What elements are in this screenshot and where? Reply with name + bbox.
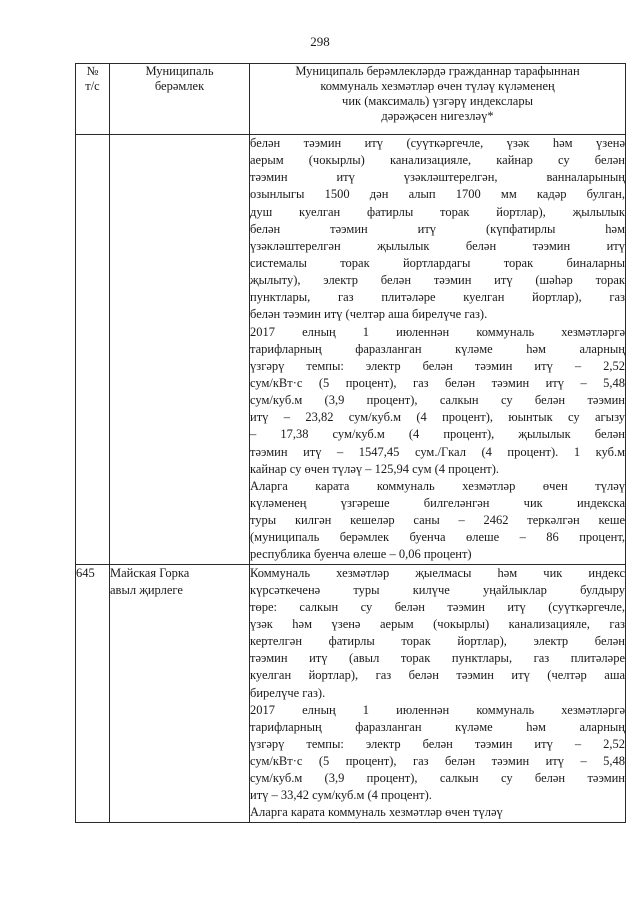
text-line: үзгәрү темпы: электр белән тәэмин итү – 2,52 (250, 736, 625, 751)
row-municipality (110, 564, 250, 822)
row-municipality (110, 135, 250, 565)
text-line: кертелгән фатирлы торак йортлар), электр белән (250, 634, 625, 649)
header-justification-line: дәрәҗәсен нигезләү* (381, 109, 494, 123)
text-line: үзәк һәм үзенә аерым (чокырлы) канализацияле, газ (250, 616, 625, 631)
text-line: системалы торак йортлардагы торак биналарны (250, 255, 625, 270)
text-line: (муниципаль берәмлек буенча өлеше – 86 процент, (250, 530, 625, 545)
text-line: үзәкләштерелгән җылылык белән тәэмин итү (250, 238, 625, 253)
header-justification-line: коммуналь хезмәтләр өчен түләү күләменең (320, 79, 555, 93)
header-number-line: т/с (85, 79, 100, 93)
text-line: республика буенча өлеше – 0,06 процент) (250, 547, 472, 562)
page-number: 298 (310, 34, 330, 49)
justification-paragraph (250, 804, 625, 821)
text-line: күрсәткеченә туры килүче уңайлыклар булдыру (250, 582, 625, 597)
text-line: белән тәэмин итү (челтәр аша бирелүче газ). (250, 307, 488, 322)
text-line: сум/куб.м (3,9 процент), салкын су белән тәэмин (250, 771, 625, 786)
text-line: тәэмин итү (авыл торак пунктлары, газ плитәләре (250, 651, 625, 666)
table-header-row (76, 64, 626, 135)
text-line: Коммуналь хезмәтләр җыелмасы һәм чик индекс (250, 565, 625, 580)
text-line: итү – 23,82 сум/куб.м (4 процент), юынтык су агызу (250, 410, 625, 425)
table-row (76, 135, 626, 565)
header-number (76, 64, 110, 135)
text-line: үзгәрү темпы: электр белән тәэмин итү – 2,52 (250, 358, 625, 373)
text-line: җылыту), электр белән тәэмин итү (шәһәр торак (250, 273, 625, 288)
text-line: төре: салкын су белән тәэмин итү (суүткәргечле, (250, 599, 625, 614)
utility-index-table (75, 63, 626, 823)
text-line: Аларга карата коммуналь хезмәтләр өчен түләү (250, 805, 503, 820)
text-line: белән тәэмин итү (күпфатирлы һәм (250, 221, 625, 236)
text-line: бирелүче газ). (250, 685, 326, 700)
header-municipality-line: Муниципаль (145, 64, 214, 78)
table-body (76, 135, 626, 823)
text-line: туры килгән кешеләр саны – 2462 теркәлгән кеше (250, 513, 625, 528)
text-line: белән тәэмин итү (суүткәргечле, үзәк һәм үзенә (250, 136, 625, 150)
justification-paragraph (250, 478, 625, 564)
text-line: Аларга карата коммуналь хезмәтләр өчен түләү (250, 478, 625, 493)
justification-paragraph (250, 135, 625, 324)
row-justification (250, 564, 626, 822)
municipality-line: Майская Горка (110, 565, 190, 580)
text-line: куелган йортлар), газ белән тәэмин итү (челтәр аша (250, 668, 625, 683)
text-line: 2017 елның 1 июленнән коммуналь хезмәтләргә (250, 702, 625, 717)
text-line: – 17,38 сум/куб.м (4 процент), җылылык белән (250, 427, 625, 442)
justification-paragraph (250, 565, 625, 702)
text-line: сум/куб.м (3,9 процент), салкын су белән тәэмин (250, 393, 625, 408)
header-justification-line: Муниципаль берәмлекләрдә гражданнар тарафыннан (295, 64, 580, 78)
text-line: тарифларның фаразланган күләме һәм аларның (250, 719, 625, 734)
text-line: аерым (чокырлы) канализацияле, кайнар су белән (250, 153, 625, 168)
justification-paragraph (250, 324, 625, 478)
text-line: күләменең үзгәреше билгеләнгән чик индекска (250, 495, 625, 510)
text-line: тәэмин итү үзәкләштерелгән, ванналарының (250, 170, 625, 185)
header-municipality (110, 64, 250, 135)
text-line: пунктлары, газ плитәләре куелган йортлар), газ (250, 290, 625, 305)
text-line: сум/кВт·с (5 процент), газ белән тәэмин итү – 5,48 (250, 754, 625, 769)
text-line: кайнар су өчен түләү – 125,94 сум (4 процент). (250, 461, 500, 476)
text-line: тәэмин итү – 1547,45 сум./Гкал (4 процент). 1 куб.м (250, 444, 625, 459)
text-line: итү – 33,42 сум/куб.м (4 процент). (250, 788, 432, 803)
header-justification (250, 64, 626, 135)
table-row (76, 564, 626, 822)
row-justification (250, 135, 626, 565)
header-municipality-line: берәмлек (154, 79, 205, 93)
header-justification-line: чик (максималь) үзгәрү индекслары (342, 94, 533, 108)
text-line: озынлыгы 1500 дән алып 1700 мм кадәр булган, (250, 187, 625, 202)
row-number (76, 135, 110, 565)
header-number-line: № (86, 64, 99, 78)
municipality-line: авыл җирлеге (110, 582, 183, 597)
justification-paragraph (250, 702, 625, 805)
text-line: тарифларның фаразланган күләме һәм аларның (250, 341, 625, 356)
text-line: 2017 елның 1 июленнән коммуналь хезмәтләргә (250, 324, 625, 339)
row-number: 645 (76, 564, 110, 822)
text-line: сум/кВт·с (5 процент), газ белән тәэмин итү – 5,48 (250, 375, 625, 390)
text-line: душ куелган фатирлы торак йортлар), җылылык (250, 204, 625, 219)
